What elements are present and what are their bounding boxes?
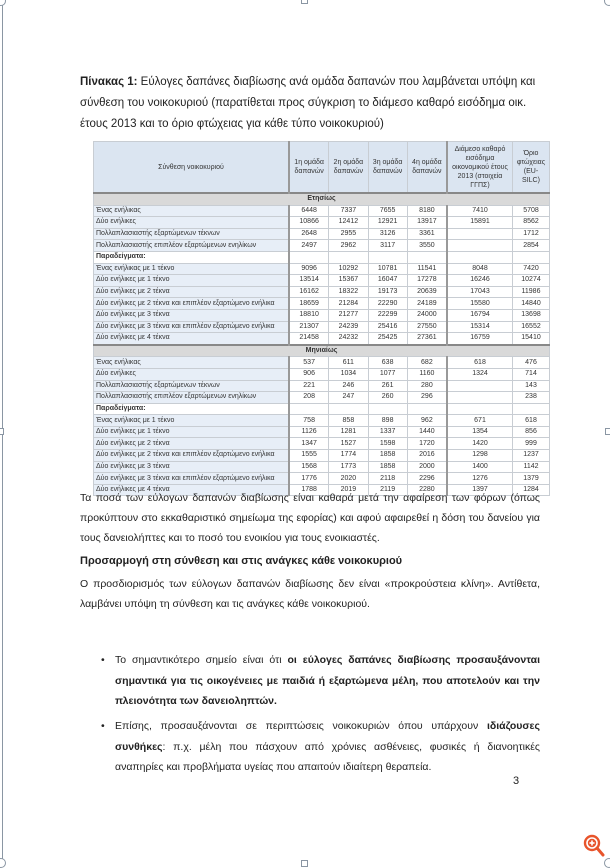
row-label: Πολλαπλασιαστής επιπλέον εξαρτώμενων ενηλίκων [94,392,290,404]
bullet-dot: • [101,720,105,732]
cell-value: 671 [447,415,513,427]
cell-value: 16794 [447,309,513,321]
bullet-dot: • [101,654,105,666]
cell-value: 2118 [368,473,407,485]
cell-value: 246 [329,380,368,392]
cell-value: 11986 [513,286,550,298]
table-row [94,333,550,345]
bullet-text: Επίσης, προσαυξάνονται σε περιπτώσεις νοικοκυριών όπου υπάρχουν [115,720,487,732]
cell-value: 10781 [368,263,407,275]
cell-value: 618 [447,357,513,369]
row-label: Δύο ενήλικες με 3 τέκνα και επιπλέον εξαρτώμενο ενήλικα [94,473,290,485]
cell-value: 2020 [329,473,368,485]
resize-handle-bottom-left[interactable] [0,858,6,868]
cell-value: 2497 [289,240,329,252]
cell-value: 280 [407,380,447,392]
row-label: Δύο ενήλικες με 3 τέκνα και επιπλέον εξαρτώμενο ενήλικα [94,321,290,333]
table-row [94,298,550,310]
cell-value: 221 [289,380,329,392]
cell-value: 1337 [368,426,407,438]
empty-cell [368,251,407,263]
cell-value: 7655 [368,205,407,217]
cell-value: 858 [329,415,368,427]
cell-value: 1347 [289,438,329,450]
table-row [94,309,550,321]
cell-value: 2016 [407,450,447,462]
table-header-row [94,142,550,194]
table-row [94,275,550,287]
section-heading: Προσαρμογή στη σύνθεση και στις ανάγκες κάθε νοικοκυριού [80,555,403,567]
cell-value: 15314 [447,321,513,333]
caption-text: Εύλογες δαπάνες διαβίωσης ανά ομάδα δαπανών που λαμβάνεται υπόψη και σύνθεση του νοικοκυριού (παρατίθεται προς σύγκριση το διάμεσο καθαρό εισόδημα οικ. έτους 2013 και το όριο φτώχειας για κάθε τύπο νοικοκυριού) [80,76,536,130]
cell-value: 7420 [513,263,550,275]
cell-value: 20639 [407,286,447,298]
cell-value: 21277 [329,309,368,321]
empty-cell [329,251,368,263]
cell-value: 16162 [289,286,329,298]
cell-value: 16047 [368,275,407,287]
empty-cell [368,403,407,415]
cell-value: 1281 [329,426,368,438]
cell-value: 1400 [447,461,513,473]
cell-value [447,380,513,392]
zoom-in-icon [583,834,605,858]
row-label: Δύο ενήλικες με 2 τέκνα [94,438,290,450]
row-label: Ένας ενήλικας [94,205,290,217]
table-row [94,240,550,252]
table-row [94,263,550,275]
cell-value: 10866 [289,217,329,229]
document-page [80,72,540,135]
table-row [94,450,550,462]
cell-value: 1568 [289,461,329,473]
bullet-text: Το σημαντικότερο σημείο είναι ότι [115,654,288,666]
resize-handle-bottom-right[interactable] [604,858,610,868]
header-group-2: 2η ομάδα δαπανών [329,142,368,194]
table-row [94,357,550,369]
cell-value: 8562 [513,217,550,229]
resize-handle-left[interactable] [0,428,4,435]
table-caption [80,72,540,135]
cell-value: 12412 [329,217,368,229]
table-row [94,426,550,438]
cell-value: 758 [289,415,329,427]
cell-value: 2000 [407,461,447,473]
cell-value: 15580 [447,298,513,310]
page-number: 3 [513,775,520,787]
cell-value: 27361 [407,333,447,345]
table-row [94,286,550,298]
cell-value: 16759 [447,333,513,345]
row-label: Δύο ενήλικες με 4 τέκνα [94,333,290,345]
cell-value: 19173 [368,286,407,298]
cell-value: 714 [513,368,550,380]
cell-value: 260 [368,392,407,404]
resize-handle-top[interactable] [301,0,308,4]
cell-value: 2962 [329,240,368,252]
header-poverty-line: Όριο φτώχειας (EU-SILC) [513,142,550,194]
row-label: Δύο ενήλικες με 3 τέκνα [94,461,290,473]
cell-value: 2648 [289,228,329,240]
cell-value: 27550 [407,321,447,333]
cell-value: 3117 [368,240,407,252]
row-label: Δύο ενήλικες με 1 τέκνο [94,426,290,438]
living-costs-table [93,141,550,496]
table-row [94,461,550,473]
cell-value: 14840 [513,298,550,310]
cell-value: 682 [407,357,447,369]
resize-handle-top-left[interactable] [0,0,6,6]
cell-value: 18659 [289,298,329,310]
examples-label: Παραδείγματα: [94,251,290,263]
empty-cell [513,251,550,263]
cell-value: 17043 [447,286,513,298]
row-label: Πολλαπλασιαστής εξαρτώμενων τέκνων [94,380,290,392]
table-row [94,368,550,380]
row-label: Δύο ενήλικες με 2 τέκνα και επιπλέον εξαρτώμενο ενήλικα [94,450,290,462]
header-group-3: 3η ομάδα δαπανών [368,142,407,194]
paragraph-procrustean: Ο προσδιορισμός των εύλογων δαπανών διαβίωσης δεν είναι «προκρούστεια κλίνη». Αντίθετα, λαμβάνει υπόψη τη σύνθεση και τις ανάγκες κάθε νοικοκυριού. [80,578,540,610]
empty-cell [289,403,329,415]
cell-value: 296 [407,392,447,404]
cell-value: 1712 [513,228,550,240]
cell-value: 1077 [368,368,407,380]
cell-value: 618 [513,415,550,427]
cell-value: 24189 [407,298,447,310]
cell-value: 13917 [407,217,447,229]
cell-value: 1397 [447,484,513,496]
cell-value: 15410 [513,333,550,345]
cell-value: 1527 [329,438,368,450]
cell-value: 1720 [407,438,447,450]
table-row [94,473,550,485]
cell-value: 1858 [368,461,407,473]
table-row [94,321,550,333]
section-row [94,345,550,357]
cell-value: 7337 [329,205,368,217]
cell-value: 2296 [407,473,447,485]
cell-value: 2280 [407,484,447,496]
cell-value [447,392,513,404]
cell-value: 8180 [407,205,447,217]
cell-value: 1160 [407,368,447,380]
table-row [94,217,550,229]
table-row [94,415,550,427]
header-group-1: 1η ομάδα δαπανών [289,142,329,194]
cell-value: 856 [513,426,550,438]
empty-cell [447,251,513,263]
cell-value: 1284 [513,484,550,496]
cell-value: 2854 [513,240,550,252]
bullet-text-after: : π.χ. μέλη που πάσχουν από χρόνιες ασθένειες, φυσικές ή διανοητικές αναπηρίες και προβλήματα υγείας που απαιτούν ιδιαίτερη θεραπεία. [115,740,540,773]
empty-cell [329,403,368,415]
cell-value: 1555 [289,450,329,462]
empty-cell [407,251,447,263]
paragraph-net-amounts: Τα ποσά των εύλογων δαπανών διαβίωσης είναι καθαρά μετά την αφαίρεση των φόρων (όπως προκύπτουν στο εκκαθαριστικό σημείωμα της εφορίας) και αφού αφαιρεθεί η δόση του δανείου για τους δανειολήπτες και το ποσό του ενοικίου για τους ενοικιαστές. [80,492,540,544]
cell-value: 13514 [289,275,329,287]
cell-value: 18810 [289,309,329,321]
row-label: Δύο ενήλικες με 4 τέκνα [94,484,290,496]
row-label: Δύο ενήλικες [94,217,290,229]
header-household-composition: Σύνθεση νοικοκυριού [94,142,290,194]
cell-value: 25416 [368,321,407,333]
cell-value: 537 [289,357,329,369]
cell-value: 238 [513,392,550,404]
empty-cell [289,251,329,263]
examples-row [94,403,550,415]
cell-value: 6448 [289,205,329,217]
cell-value: 1324 [447,368,513,380]
resize-handle-right[interactable] [605,428,610,435]
empty-cell [407,403,447,415]
cell-value: 18322 [329,286,368,298]
cell-value: 1598 [368,438,407,450]
row-label: Δύο ενήλικες με 2 τέκνα [94,286,290,298]
row-label: Ένας ενήλικας με 1 τέκνο [94,263,290,275]
cell-value: 5708 [513,205,550,217]
cell-value: 1298 [447,450,513,462]
row-label: Ένας ενήλικας [94,357,290,369]
cell-value: 22299 [368,309,407,321]
cell-value: 16246 [447,275,513,287]
zoom-in-button[interactable] [583,834,605,858]
cell-value: 21458 [289,333,329,345]
table-row [94,380,550,392]
cell-value: 21307 [289,321,329,333]
cell-value [447,228,513,240]
cell-value: 11541 [407,263,447,275]
cell-value: 143 [513,380,550,392]
bullet-item [101,716,540,778]
row-label: Πολλαπλασιαστής εξαρτώμενων τέκνων [94,228,290,240]
cell-value [447,240,513,252]
cell-value: 1420 [447,438,513,450]
cell-value: 13698 [513,309,550,321]
cell-value: 10274 [513,275,550,287]
cell-value: 25425 [368,333,407,345]
cell-value: 10292 [329,263,368,275]
cell-value: 999 [513,438,550,450]
cell-value: 2119 [368,484,407,496]
cell-value: 208 [289,392,329,404]
cell-value: 1440 [407,426,447,438]
table-row [94,438,550,450]
cell-value: 9096 [289,263,329,275]
cell-value: 3361 [407,228,447,240]
cell-value: 24232 [329,333,368,345]
cell-value: 1858 [368,450,407,462]
cell-value: 1142 [513,461,550,473]
cell-value: 12921 [368,217,407,229]
row-label: Δύο ενήλικες με 3 τέκνα [94,309,290,321]
resize-handle-bottom[interactable] [301,860,308,867]
cell-value: 24239 [329,321,368,333]
row-label: Δύο ενήλικες [94,368,290,380]
empty-cell [513,403,550,415]
cell-value: 247 [329,392,368,404]
cell-value: 7410 [447,205,513,217]
cell-value: 3126 [368,228,407,240]
cell-value: 21284 [329,298,368,310]
cell-value: 476 [513,357,550,369]
bullet-bold-text: οι εύλογες δαπάνες διαβίωσης προσαυξάνονται σημαντικά για τις οικογένειες με παιδιά ή εξαρτώμενα μέλη, που αποτελούν και την πλειονότητα των δανειοληπτών. [115,654,540,707]
header-median-income: Διάμεσο καθαρό εισόδημα οικονομικού έτους 2013 (στοιχεία ΓΓΠΣ) [447,142,513,194]
cell-value: 1379 [513,473,550,485]
cell-value: 24000 [407,309,447,321]
row-label: Δύο ενήλικες με 1 τέκνο [94,275,290,287]
examples-row [94,251,550,263]
cell-value: 2019 [329,484,368,496]
table-row [94,392,550,404]
cell-value: 2955 [329,228,368,240]
row-label: Δύο ενήλικες με 2 τέκνα και επιπλέον εξαρτώμενο ενήλικα [94,298,290,310]
table-row [94,228,550,240]
cell-value: 1237 [513,450,550,462]
header-group-4: 4η ομάδα δαπανών [407,142,447,194]
cell-value: 1776 [289,473,329,485]
cell-value: 638 [368,357,407,369]
cell-value: 611 [329,357,368,369]
cell-value: 261 [368,380,407,392]
cell-value: 15891 [447,217,513,229]
cell-value: 1034 [329,368,368,380]
section-title: Μηνιαίως [94,345,550,357]
cell-value: 1354 [447,426,513,438]
cell-value: 17278 [407,275,447,287]
cell-value: 15367 [329,275,368,287]
cell-value: 1773 [329,461,368,473]
row-label: Ένας ενήλικας με 1 τέκνο [94,415,290,427]
caption-label: Πίνακας 1: [80,76,138,88]
bullet-item [101,650,540,712]
row-label: Πολλαπλασιαστής επιπλέον εξαρτώμενων ενηλίκων [94,240,290,252]
cell-value: 1788 [289,484,329,496]
examples-label: Παραδείγματα: [94,403,290,415]
section-row [94,193,550,205]
cell-value: 22290 [368,298,407,310]
empty-cell [447,403,513,415]
table-row [94,205,550,217]
cell-value: 962 [407,415,447,427]
cell-value: 898 [368,415,407,427]
resize-handle-top-right[interactable] [604,0,610,6]
cell-value: 8048 [447,263,513,275]
section-title: Ετησίως [94,193,550,205]
cell-value: 1126 [289,426,329,438]
bullet-bold-text: ιδιάζουσες συνθήκες [115,720,540,753]
cell-value: 1276 [447,473,513,485]
cell-value: 16552 [513,321,550,333]
cell-value: 1774 [329,450,368,462]
cell-value: 3550 [407,240,447,252]
cell-value: 906 [289,368,329,380]
